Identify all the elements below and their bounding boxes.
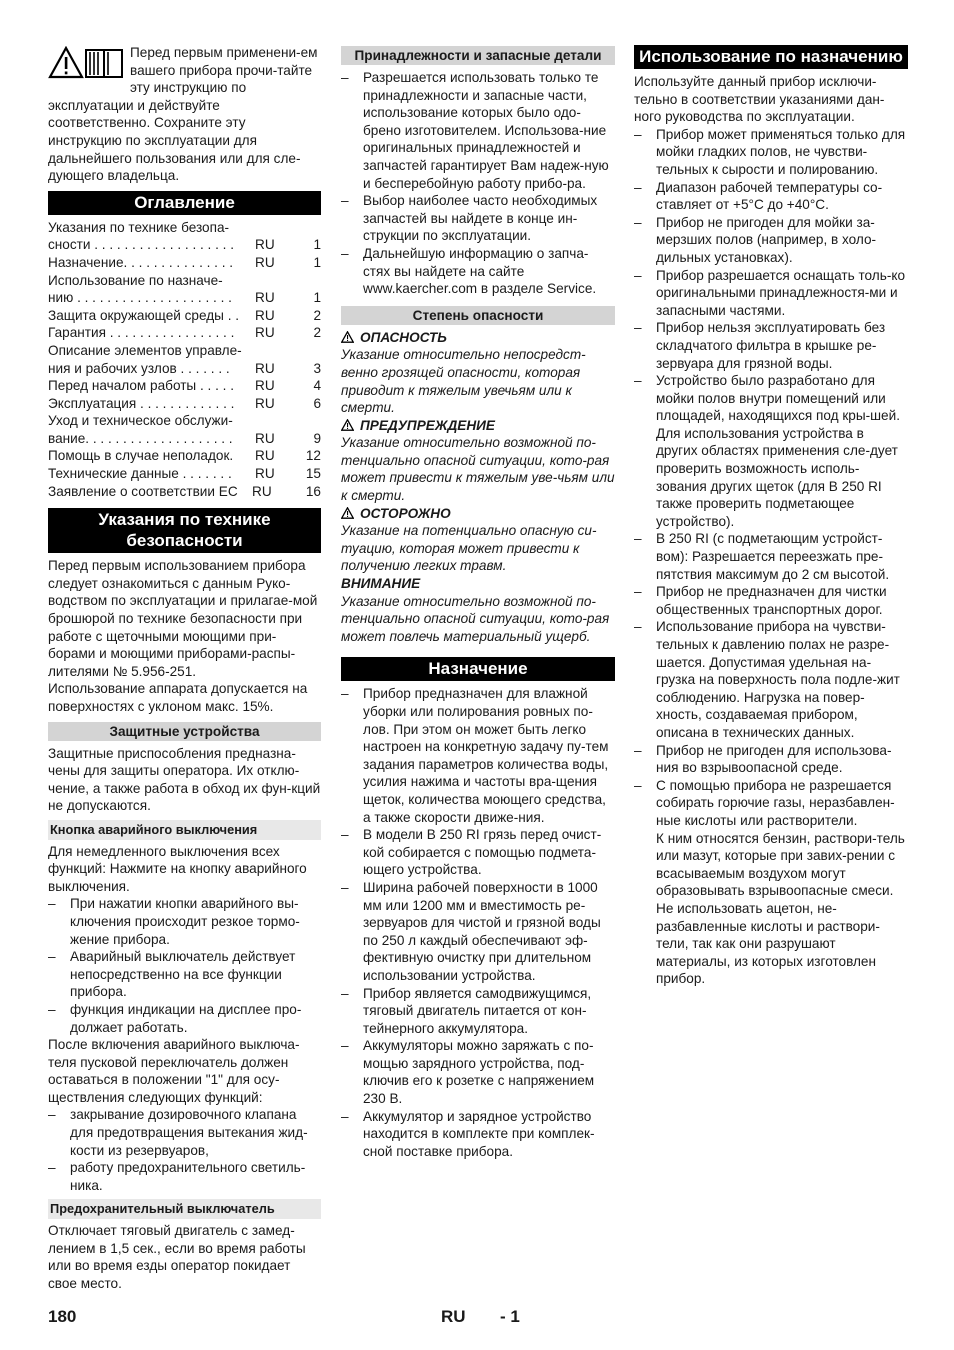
list-item: – Разрешается использовать только те принадлежности и запасные части, использование которых было одо-брено изготовителем. Использова-ние оригинальных принадлежностей и запчастей гарантирует Вам надеж-ную и бесперебойную работу прибо-ра.: [341, 69, 615, 192]
emergency-stop-text-2: После включения аварийного выключа-теля пусковой переключатель должен оставаться в положении "1" для осу-ществления следующих функций:: [48, 1037, 300, 1105]
warning-label: ПРЕДУПРЕЖДЕНИЕ: [341, 417, 615, 435]
column-2: [341, 44, 615, 1160]
toc-entry[interactable]: Описание элементов управле- ния и рабочих узлов . . . . . . . RU 3: [48, 342, 321, 376]
table-of-contents: [48, 219, 321, 501]
toc-entry[interactable]: Использование по назначе- нию . . . . . . . . . . . . . . . . . . . . . RU 1: [48, 272, 321, 306]
toc-entry[interactable]: Помощь в случае неполадок. RU 12: [48, 448, 321, 464]
list-item: – функция индикации на дисплее про-должает работать.: [48, 1001, 321, 1036]
toc-entry[interactable]: Указания по технике безопа- сности . . . . . . . . . . . . . . . . . . . RU 1: [48, 219, 321, 253]
protective-devices-heading: Защитные устройства: [48, 722, 321, 741]
emergency-stop-list-2: [48, 1106, 321, 1194]
list-item: – Использование прибора на чувстви-тельных к давлению полах не разре-шается. Допустимая удельная на-грузка на поверхность пола подле-жит соблюдению. Нагрузка на повер-хность, создаваемая прибором, описана в технических данных.: [634, 618, 908, 741]
column-1: [48, 44, 321, 1292]
toc-entry[interactable]: Заявление о соответствии EC RU 16: [48, 483, 321, 499]
toc-entry[interactable]: Гарантия . . . . . . . . . . . . . . . . . RU 2: [48, 325, 321, 341]
list-item: – С помощью прибора не разрешается собирать горючие газы, неразбавлен-ные кислоты или растворители.: [634, 777, 908, 830]
list-item: – Прибор не пригоден для использова-ния во взрывоопасной среде.: [634, 742, 908, 777]
page-number: 180: [48, 1307, 77, 1326]
caution-text: Указание на потенциально опасную си-туацию, которая может привести к получению легких травм.: [341, 523, 597, 574]
purpose-heading: Назначение: [341, 657, 615, 681]
list-item: – Прибор разрешается оснащать толь-ко оригинальными принадлежностя-ми и запасными частями.: [634, 267, 908, 320]
list-item: – Выбор наиболее часто необходимых запчастей вы найдете в конце ин-струкции по эксплуатации.: [341, 192, 615, 245]
list-item: – Аккумулятор и зарядное устройство находится в комплекте при комплек-сной поставке прибора.: [341, 1108, 615, 1161]
list-item: – Прибор предназначен для влажной уборки или полирования ровных по-лов. При этом он может быть легко настроен на конкретную задачу пу-тем задания параметров количества воды, усилия нажима и частоты вра-щения щеток, количества моющего средства, а также скорости движе-ния.: [341, 685, 615, 826]
list-item: – Диапазон рабочей температуры со-ставляет от +5°C до +40°C.: [634, 179, 908, 214]
protective-devices-text: Защитные приспособления предназна-чены для защиты оператора. Их отклю-чение, а также работа в обход их фун-кций не допускаются.: [48, 745, 321, 814]
intended-use-tail: К ним относятся бензин, раствори-тель или мазут, которые при завих-рении с всасываемым воздухом могут образовывать взрывоопасные смеси. Не использовать ацетон, не-разбавленные кислоты и раствори-тели, так как они разрушают материалы, из которых изготовлен прибор.: [656, 830, 905, 987]
list-item: – Аккумуляторы можно заряжать с по-мощью зарядного устройства, под-ключив его к розетке с напряжением 230 В.: [341, 1037, 615, 1107]
emergency-stop-text: Для немедленного выключения всех функций: Нажмите на кнопку аварийного выключения.: [48, 843, 307, 894]
attention-label: ВНИМАНИЕ: [341, 576, 421, 592]
toc-entry[interactable]: Защита окружающей среды . . RU 2: [48, 307, 321, 323]
warning-manual-icon: [48, 46, 124, 80]
caution-label: ОСТОРОЖНО: [341, 505, 615, 523]
list-item: – Ширина рабочей поверхности в 1000 мм или 1200 мм и вместимость ре-зервуаров для чистой и грязной воды по 250 л каждый обеспечивают эф-фективную очистку при длительном использовании устройства.: [341, 879, 615, 985]
safety-slope-paragraph: Использование аппарата допускается на поверхностях с уклоном макс. 15%.: [48, 681, 308, 714]
toc-heading: Оглавление: [48, 191, 321, 215]
safety-paragraph: Перед первым использованием прибора следует ознакомиться с данным Руко-водством по эксплуатации и прилагае-мой брошюрой по технике безопасности при работе с щеточными моющими при-борами и моющими приборами-распы-лителями № 5.956-251.: [48, 558, 318, 679]
toc-entry[interactable]: Технические данные . . . . . . . RU 15: [48, 466, 321, 482]
safety-switch-heading: Предохранительный выключатель: [48, 1199, 321, 1219]
warning-triangle-icon: [341, 331, 354, 343]
intro-text: Перед первым применени-ем вашего прибора прочи-тайте эту инструкцию по эксплуатации и действуйте соответственно. Сохраните эту инструкцию по эксплуатации для дальнейшего пользования или для сле-дующего владельца.: [48, 45, 318, 184]
column-3: [634, 44, 908, 988]
list-item: – закрывание дозировочного клапана для предотвращения вытекания жид-кости из резервуаров,: [48, 1106, 321, 1159]
intro-block: [48, 44, 321, 185]
list-item: – Прибор может применяться только для мойки гладких полов, не чувстви-тельных к сырости и полированию.: [634, 126, 908, 179]
emergency-stop-list: [48, 895, 321, 1036]
danger-label: ОПАСНОСТЬ: [341, 329, 615, 347]
toc-entry[interactable]: Назначение. . . . . . . . . . . . . . . RU 1: [48, 254, 321, 270]
warning-triangle-icon: [341, 507, 354, 519]
safety-heading: Указания по технике безопасности: [48, 508, 321, 553]
list-item: – Прибор является самодвижущимся, тяговый двигатель питается от кон-тейнерного аккумулятора.: [341, 985, 615, 1038]
list-item: – Прибор не предназначен для чистки общественных транспортных дорог.: [634, 583, 908, 618]
footer-lang: RU: [441, 1307, 466, 1326]
footer-section-page: - 1: [500, 1307, 520, 1326]
accessories-heading: Принадлежности и запасные детали: [341, 46, 615, 65]
accessories-list: [341, 69, 615, 298]
attention-text: Указание относительно возможной по-тенциально опасной ситуации, кото-рая может повлечь материальный ущерб.: [341, 593, 610, 644]
toc-entry[interactable]: Эксплуатация . . . . . . . . . . . . . RU 6: [48, 395, 321, 411]
list-item: – При нажатии кнопки аварийного вы-ключения происходит резкое тормо-жение прибора.: [48, 895, 321, 948]
intended-use-list: [634, 126, 908, 830]
warning-triangle-icon: [341, 419, 354, 431]
intended-use-heading: Использование по назначению: [634, 45, 908, 69]
list-item: – В 250 RI (с подметающим устройст-вом): Разрешается переезжать пре-пятствия максимум до 2 см высотой.: [634, 530, 908, 583]
toc-entry[interactable]: Уход и техническое обслужи- вание. . . . . . . . . . . . . . . . . . . . RU 9: [48, 413, 321, 446]
list-item: – Прибор нельзя эксплуатировать без складчатого фильтра в крышке ре-зервуара для грязной воды.: [634, 319, 908, 372]
danger-levels-heading: Степень опасности: [341, 306, 615, 325]
toc-entry[interactable]: Перед началом работы . . . . . RU 4: [48, 378, 321, 394]
list-item: – Прибор не пригоден для мойки за-мерзших полов (например, в холо-дильных установках).: [634, 214, 908, 267]
safety-switch-text: Отключает тяговый двигатель с замед-лением в 1,5 сек., если во время работы или во время езды оператор покидает свое место.: [48, 1223, 306, 1291]
warning-text: Указание относительно возможной по-тенциально опасной ситуации, кото-рая может привести к тяжелым уве-чьям или к смерти.: [341, 435, 615, 504]
danger-text: Указание относительно непосредст-венно грозящей опасности, которая приводит к тяжелым увечьям или к смерти.: [341, 347, 586, 416]
list-item: – Аварийный выключатель действует непосредственно на все функции прибора.: [48, 948, 321, 1001]
emergency-stop-heading: Кнопка аварийного выключения: [48, 820, 321, 840]
list-item: – В модели B 250 RI грязь перед очист-кой собирается с помощью подмета-ющего устройства.: [341, 826, 615, 879]
list-item: – Устройство было разработано для мойки полов внутри помещений или площадей, находящихся под кры-шей. Для использования устройства в других областях применения сле-дует проверить возможность исполь-зования других щеток (для B 250 RI также проверить подметающее устройство).: [634, 372, 908, 530]
purpose-list: [341, 685, 615, 1160]
list-item: – работу предохранительного светиль-ника.: [48, 1159, 321, 1194]
list-item: – Дальнейшую информацию о запча-стях вы найдете на сайте www.kaercher.com в разделе Service.: [341, 245, 615, 298]
intended-use-text: Используйте данный прибор исключи-тельно в соответствии указаниями дан-ного руководства по эксплуатации.: [634, 74, 885, 125]
